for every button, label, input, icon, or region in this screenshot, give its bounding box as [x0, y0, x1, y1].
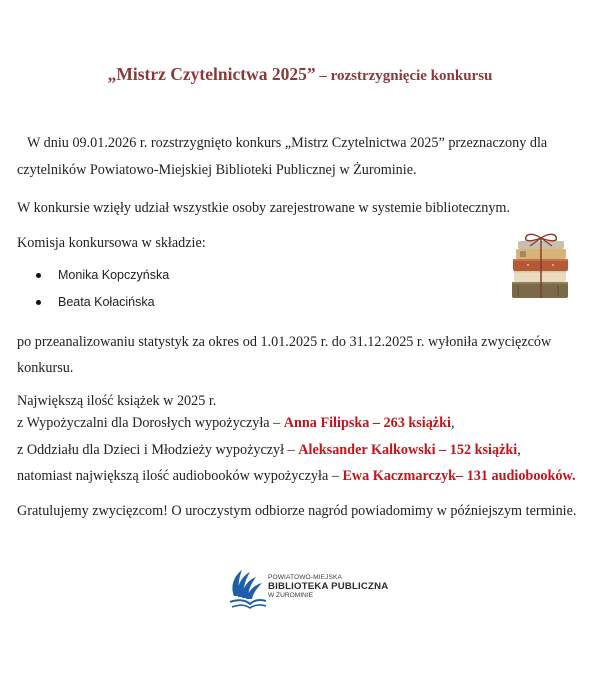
winner-highlight: Ewa Kaczmarczyk– 131 audiobooków. [342, 468, 576, 484]
intro-line-2: czytelników Powiatowo-Miejskiej Biblioteki Publicznej w Żurominie. [17, 162, 417, 178]
intro-line-1: W dniu 09.01.2026 r. rozstrzygnięto konkurs „Mistrz Czytelnictwa 2025” przeznaczony dla [27, 135, 548, 151]
result-suffix: , [450, 415, 455, 431]
committee-list [36, 262, 169, 316]
closing-paragraph: Gratulujemy zwycięzcom! O uroczystym odbiorze nagród powiadomimy w późniejszym terminie. [17, 503, 577, 519]
result-adults [17, 412, 454, 434]
participants-paragraph: W konkursie wzięły udział wszystkie osoby zarejestrowane w systemie bibliotecznym. [17, 200, 511, 216]
logo-line-3: W ŻUROMINIE [268, 592, 314, 599]
list-item [36, 289, 169, 316]
bullet-icon [36, 300, 41, 305]
page-title [0, 64, 600, 85]
analysis-line-1: po przeanalizowaniu statystyk za okres od 1.01.2025 r. do 31.12.2025 r. wyłoniła zwycięzców [17, 334, 552, 350]
result-prefix: z Wypożyczalni dla Dorosłych wypożyczyła – [17, 415, 284, 431]
committee-label: Komisja konkursowa w składzie: [17, 235, 206, 251]
results-intro: Największą ilość książek w 2025 r. [17, 393, 217, 409]
committee-member-name: Monika Kopczyńska [58, 268, 170, 282]
logo-line-2: BIBLIOTEKA PUBLICZNA [268, 581, 389, 592]
result-prefix: natomiast największą ilość audiobooków wypożyczyła – [17, 468, 343, 484]
result-children [17, 439, 521, 461]
bullet-icon [36, 273, 41, 278]
winner-highlight: Aleksander Kalkowski – 152 książki [298, 442, 518, 458]
title-main: „Mistrz Czytelnictwa 2025” [107, 64, 316, 84]
committee-member-name: Beata Kołacińska [58, 295, 155, 309]
stacked-books-icon [508, 232, 574, 302]
result-suffix: , [517, 442, 521, 458]
analysis-line-2: konkursu. [17, 360, 74, 376]
result-prefix: z Oddziału dla Dzieci i Młodzieży wypożyczył – [17, 442, 299, 458]
library-logo [228, 566, 388, 612]
list-item [36, 262, 169, 289]
winner-highlight: Anna Filipska – 263 książki [283, 415, 451, 431]
logo-line-1: POWIATOWO-MIEJSKA [268, 574, 342, 581]
open-book-leaf-icon [228, 566, 266, 612]
result-audiobooks [17, 465, 576, 487]
title-subtitle: – rozstrzygnięcie konkursu [315, 68, 493, 84]
logo-text [268, 574, 388, 599]
